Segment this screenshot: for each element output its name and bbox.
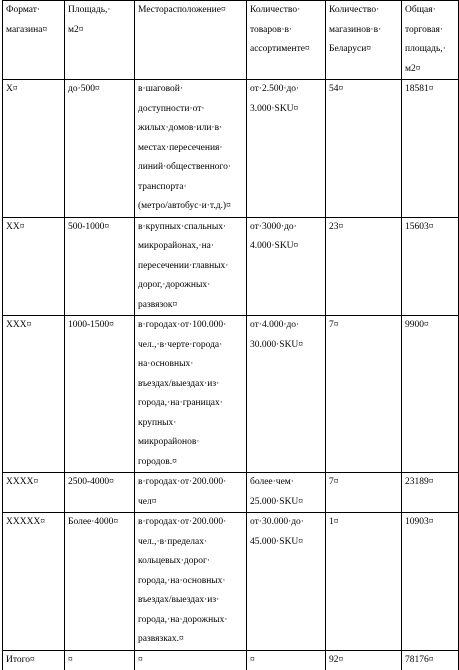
cell-text-line: 78176¤ — [405, 651, 455, 670]
cell-text-line: Количество· — [329, 1, 398, 21]
table-header-row-cell — [3, 1, 65, 80]
cell-text-line: Беларуси¤ — [329, 40, 398, 60]
cell-text-line: ¤ — [138, 651, 243, 670]
table-row-cell — [326, 80, 402, 218]
cell-text-line: в·шаговой· — [138, 80, 243, 100]
table-row-cell — [135, 316, 247, 473]
cell-text-line: м2¤ — [68, 21, 131, 41]
document-page — [2, 0, 458, 670]
cell-text-line: 1¤ — [329, 513, 398, 533]
table-header-row-cell — [135, 1, 247, 80]
table-row-cell — [247, 316, 326, 473]
cell-text-line: города,·на·дорожных· — [138, 611, 243, 631]
cell-text-line: доступности·от· — [138, 100, 243, 120]
cell-text-line: Более·4000¤ — [68, 513, 131, 533]
cell-text-line: Месторасположение¤ — [138, 1, 243, 21]
cell-text-line: 4.000·SKU¤ — [250, 237, 322, 257]
cell-text-line: от·3000·до· — [250, 218, 322, 238]
table-header-row-cell — [65, 1, 135, 80]
table-row-cell — [3, 217, 65, 316]
cell-text-line: торговая· — [405, 21, 455, 41]
table-row-cell — [326, 217, 402, 316]
cell-text-line: 30.000·SKU¤ — [250, 336, 322, 356]
table-row-cell — [135, 513, 247, 651]
cell-text-line: 23189¤ — [405, 473, 455, 493]
cell-text-line: 9900¤ — [405, 316, 455, 336]
table-row-cell — [402, 473, 459, 513]
table-row — [3, 80, 459, 218]
table-row-cell — [65, 473, 135, 513]
cell-text-line: 2500-4000¤ — [68, 473, 131, 493]
table-row-cell — [135, 473, 247, 513]
cell-text-line: транспорта· — [138, 178, 243, 198]
cell-text-line: 45.000·SKU¤ — [250, 533, 322, 553]
table-row-cell — [65, 513, 135, 651]
cell-text-line: ХХХ¤ — [6, 316, 61, 336]
table-row-cell — [3, 513, 65, 651]
cell-text-line: Итого¤ — [6, 651, 61, 670]
cell-text-line: от·30.000·до· — [250, 513, 322, 533]
cell-text-line: развязках.¤ — [138, 630, 243, 650]
table-row-cell — [402, 316, 459, 473]
cell-text-line: города,·на·основных· — [138, 572, 243, 592]
cell-text-line: площадь,· — [405, 40, 455, 60]
table-row-cell — [402, 217, 459, 316]
cell-text-line: ¤ — [68, 651, 131, 670]
cell-text-line: местах·пересечения· — [138, 139, 243, 159]
cell-text-line: линий·общественного· — [138, 158, 243, 178]
table-row-cell — [3, 80, 65, 218]
cell-text-line: более·чем· — [250, 473, 322, 493]
cell-text-line: 7¤ — [329, 316, 398, 336]
table-row-cell — [402, 80, 459, 218]
table-row-cell — [247, 80, 326, 218]
table-row-cell — [135, 80, 247, 218]
cell-text-line: въездах/выездах·из· — [138, 591, 243, 611]
cell-text-line: ассортименте¤ — [250, 40, 322, 60]
cell-text-line: Площадь,· — [68, 1, 131, 21]
cell-text-line: 3.000·SKU¤ — [250, 100, 322, 120]
cell-text-line: 18581¤ — [405, 80, 455, 100]
cell-text-line: 7¤ — [329, 473, 398, 493]
cell-text-line: м2¤ — [405, 60, 455, 80]
table-row-cell — [247, 513, 326, 651]
cell-text-line: (метро/автобус·и·т.д.)¤ — [138, 197, 243, 217]
cell-text-line: магазина¤ — [6, 21, 61, 41]
table-row-cell — [326, 473, 402, 513]
table-row-cell — [3, 473, 65, 513]
table-header-row-cell — [402, 1, 459, 80]
table-header-row — [3, 1, 459, 80]
cell-text-line: в·городах·от·100.000· — [138, 316, 243, 336]
cell-text-line: ХХХХ¤ — [6, 473, 61, 493]
cell-text-line: до·500¤ — [68, 80, 131, 100]
table-row-cell — [402, 650, 459, 670]
store-formats-table — [2, 0, 459, 670]
table-row-cell — [326, 513, 402, 651]
cell-text-line: 500-1000¤ — [68, 218, 131, 238]
table-row — [3, 650, 459, 670]
table-row-cell — [135, 650, 247, 670]
cell-text-line: чел.,·в·черте·города· — [138, 336, 243, 356]
cell-text-line: 1000-1500¤ — [68, 316, 131, 336]
cell-text-line: от·2.500·до· — [250, 80, 322, 100]
cell-text-line: городов.¤ — [138, 453, 243, 473]
cell-text-line: в·городах·от·200.000· — [138, 473, 243, 493]
cell-text-line: 10903¤ — [405, 513, 455, 533]
table-row-cell — [247, 217, 326, 316]
cell-text-line: микрорайонах,·на· — [138, 237, 243, 257]
cell-text-line: ХХ¤ — [6, 218, 61, 238]
cell-text-line: пересечении·главных· — [138, 257, 243, 277]
table-row — [3, 316, 459, 473]
table-header-row-cell — [247, 1, 326, 80]
cell-text-line: города,·на·границах· — [138, 394, 243, 414]
table-row — [3, 513, 459, 651]
cell-text-line: 54¤ — [329, 80, 398, 100]
table-row-cell — [65, 217, 135, 316]
table-header-row-cell — [326, 1, 402, 80]
table-row-cell — [247, 650, 326, 670]
table-row-cell — [3, 316, 65, 473]
table-row-cell — [326, 650, 402, 670]
table-row-cell — [3, 650, 65, 670]
cell-text-line: чел¤ — [138, 493, 243, 513]
cell-text-line: 23¤ — [329, 218, 398, 238]
table-row-cell — [402, 513, 459, 651]
table-row-cell — [65, 80, 135, 218]
cell-text-line: крупных· — [138, 414, 243, 434]
cell-text-line: магазинов·в· — [329, 21, 398, 41]
cell-text-line: товаров·в· — [250, 21, 322, 41]
cell-text-line: Общая· — [405, 1, 455, 21]
cell-text-line: 15603¤ — [405, 218, 455, 238]
cell-text-line: ХХХХХ¤ — [6, 513, 61, 533]
cell-text-line: микрорайонов· — [138, 433, 243, 453]
cell-text-line: жилых·домов·или·в· — [138, 119, 243, 139]
cell-text-line: в·городах·от·200.000· — [138, 513, 243, 533]
table-row-cell — [135, 217, 247, 316]
table-row-cell — [65, 650, 135, 670]
cell-text-line: чел.,·в·пределах· — [138, 533, 243, 553]
cell-text-line: на·основных· — [138, 355, 243, 375]
cell-text-line: Количество· — [250, 1, 322, 21]
cell-text-line: въездах/выездах·из· — [138, 375, 243, 395]
table-row-cell — [247, 473, 326, 513]
cell-text-line: дорог,·дорожных· — [138, 276, 243, 296]
cell-text-line: ¤ — [250, 651, 322, 670]
cell-text-line: 92¤ — [329, 651, 398, 670]
cell-text-line: Формат· — [6, 1, 61, 21]
table-row-cell — [326, 316, 402, 473]
table-row — [3, 217, 459, 316]
cell-text-line: 25.000·SKU¤ — [250, 493, 322, 513]
cell-text-line: от·4.000·до· — [250, 316, 322, 336]
cell-text-line: Х¤ — [6, 80, 61, 100]
cell-text-line: развязок¤ — [138, 296, 243, 316]
cell-text-line: кольцевых·дорог· — [138, 552, 243, 572]
cell-text-line: в·крупных·спальных· — [138, 218, 243, 238]
table-row-cell — [65, 316, 135, 473]
table-row — [3, 473, 459, 513]
